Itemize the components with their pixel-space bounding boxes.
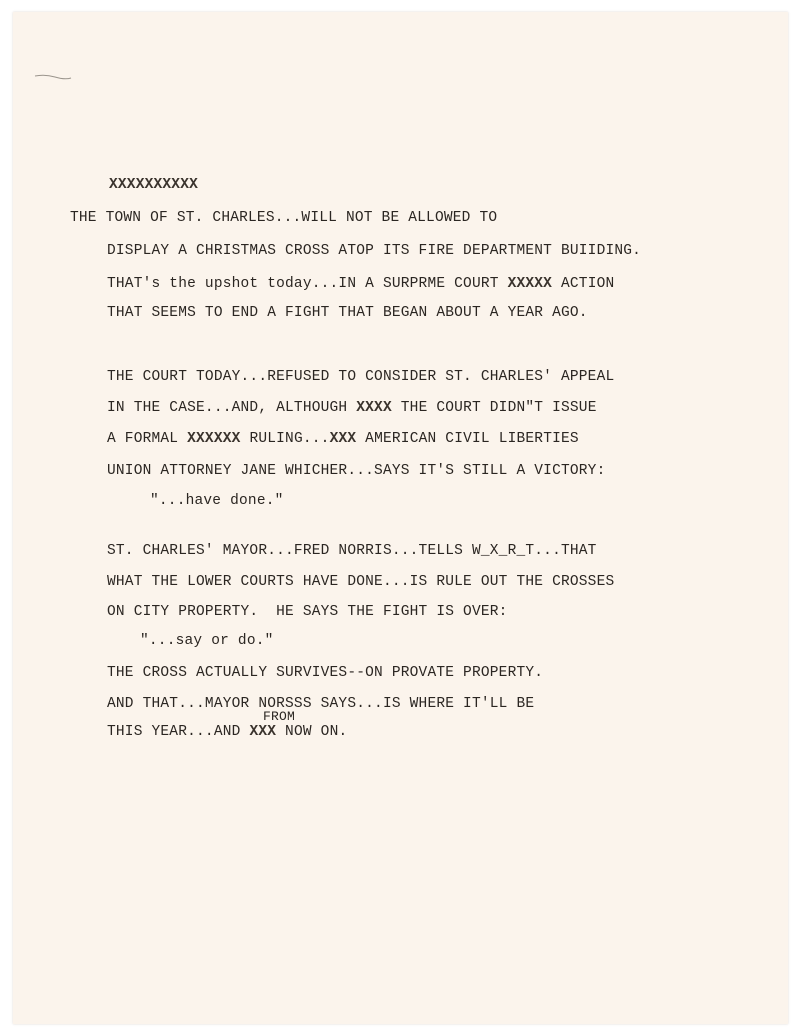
- text-line: DISPLAY A CHRISTMAS CROSS ATOP ITS FIRE DEPARTMENT BUIIDING.: [107, 243, 642, 259]
- text-line: THE TOWN OF ST. CHARLES...WILL NOT BE ALLOWED TO: [70, 210, 498, 226]
- text-line: THIS YEAR...AND XXX NOW ON.: [107, 724, 348, 740]
- document-page: [13, 12, 788, 1024]
- pencil-mark: [33, 72, 73, 80]
- quote-line: "...say or do.": [140, 633, 274, 649]
- inserted-word: FROM: [263, 709, 296, 724]
- text-line: THAT SEEMS TO END A FIGHT THAT BEGAN ABOUT A YEAR AGO.: [107, 305, 588, 321]
- text-line: THE COURT TODAY...REFUSED TO CONSIDER ST. CHARLES' APPEAL: [107, 369, 615, 385]
- struck-header: XXXXXXXXXX: [109, 177, 199, 193]
- quote-line: "...have done.": [150, 493, 284, 509]
- text-line: ST. CHARLES' MAYOR...FRED NORRIS...TELLS W_X_R_T...THAT: [107, 543, 597, 559]
- text-line: UNION ATTORNEY JANE WHICHER...SAYS IT'S STILL A VICTORY:: [107, 463, 606, 479]
- text-line: IN THE CASE...AND, ALTHOUGH XXXX THE COURT DIDN"T ISSUE: [107, 400, 597, 416]
- text-line: ON CITY PROPERTY. HE SAYS THE FIGHT IS OVER:: [107, 604, 508, 620]
- text-line: AND THAT...MAYOR NORSSS SAYS...IS WHERE IT'LL BE: [107, 696, 535, 712]
- text-line: THE CROSS ACTUALLY SURVIVES--ON PROVATE PROPERTY.: [107, 665, 544, 681]
- text-line: WHAT THE LOWER COURTS HAVE DONE...IS RULE OUT THE CROSSES: [107, 574, 615, 590]
- text-line: THAT's the upshot today...IN A SURPRME COURT XXXXX ACTION: [107, 276, 615, 292]
- text-line: A FORMAL XXXXXX RULING...XXX AMERICAN CIVIL LIBERTIES: [107, 431, 579, 447]
